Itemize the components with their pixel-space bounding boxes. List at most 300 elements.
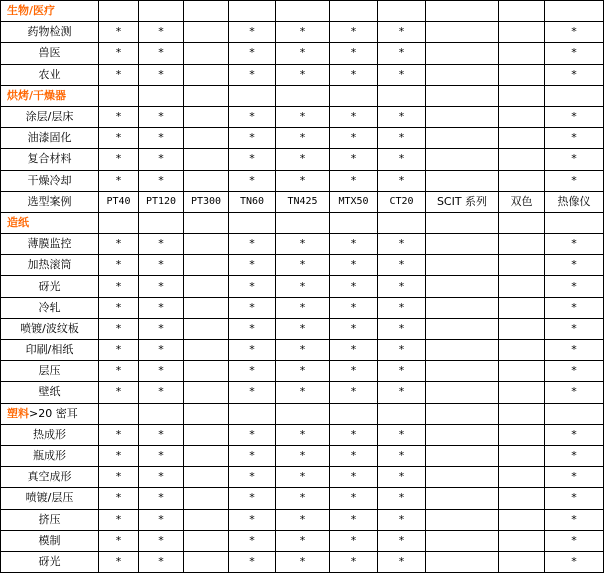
section-title: 塑料 — [7, 406, 29, 420]
support-mark: * — [545, 445, 604, 466]
support-mark: * — [330, 64, 378, 85]
table-row — [1, 234, 604, 255]
empty-cell — [276, 85, 330, 106]
empty-cell — [378, 212, 426, 233]
empty-cell — [139, 85, 184, 106]
empty-cell — [184, 361, 229, 382]
column-header: 双色 — [499, 191, 545, 212]
support-mark: * — [545, 361, 604, 382]
column-header: MTX50 — [330, 191, 378, 212]
table-row — [1, 530, 604, 551]
table-row — [1, 382, 604, 403]
empty-cell — [139, 212, 184, 233]
support-mark: * — [139, 255, 184, 276]
support-mark: * — [99, 488, 139, 509]
empty-cell — [184, 106, 229, 127]
support-mark: * — [99, 170, 139, 191]
empty-cell — [229, 1, 276, 22]
support-mark: * — [229, 445, 276, 466]
empty-cell — [499, 22, 545, 43]
table-row — [1, 276, 604, 297]
empty-cell — [499, 509, 545, 530]
empty-cell — [184, 467, 229, 488]
empty-cell — [330, 403, 378, 424]
support-mark: * — [330, 255, 378, 276]
section-title-cell — [1, 1, 99, 22]
support-mark: * — [229, 128, 276, 149]
support-mark: * — [330, 43, 378, 64]
support-mark: * — [378, 488, 426, 509]
support-mark: * — [276, 170, 330, 191]
support-mark: * — [330, 509, 378, 530]
support-mark: * — [378, 424, 426, 445]
empty-cell — [229, 403, 276, 424]
empty-cell — [499, 212, 545, 233]
support-mark: * — [276, 43, 330, 64]
column-header: TN425 — [276, 191, 330, 212]
row-label: 喷镀/层压 — [1, 488, 99, 509]
support-mark: * — [545, 318, 604, 339]
support-mark: * — [330, 488, 378, 509]
empty-cell — [499, 128, 545, 149]
support-mark: * — [330, 467, 378, 488]
support-mark: * — [378, 361, 426, 382]
empty-cell — [426, 551, 499, 572]
row-label: 挤压 — [1, 509, 99, 530]
support-mark: * — [139, 106, 184, 127]
support-mark: * — [276, 445, 330, 466]
support-mark: * — [139, 43, 184, 64]
table-row — [1, 424, 604, 445]
table-row — [1, 106, 604, 127]
row-label: 加热滚筒 — [1, 255, 99, 276]
support-mark: * — [276, 318, 330, 339]
table-row — [1, 509, 604, 530]
row-label: 冷轧 — [1, 297, 99, 318]
column-header: CT20 — [378, 191, 426, 212]
section-header-row — [1, 1, 604, 22]
table-row — [1, 43, 604, 64]
column-header: SCIT 系列 — [426, 191, 499, 212]
support-mark: * — [545, 255, 604, 276]
support-mark: * — [99, 509, 139, 530]
support-mark: * — [99, 467, 139, 488]
support-mark: * — [545, 22, 604, 43]
empty-cell — [426, 43, 499, 64]
row-label: 热成形 — [1, 424, 99, 445]
empty-cell — [184, 530, 229, 551]
empty-cell — [426, 382, 499, 403]
empty-cell — [330, 1, 378, 22]
header-row-label: 选型案例 — [1, 191, 99, 212]
support-mark: * — [378, 509, 426, 530]
row-label: 壁纸 — [1, 382, 99, 403]
support-mark: * — [139, 530, 184, 551]
support-mark: * — [139, 276, 184, 297]
support-mark: * — [276, 128, 330, 149]
empty-cell — [499, 106, 545, 127]
empty-cell — [184, 445, 229, 466]
support-mark: * — [276, 551, 330, 572]
support-mark: * — [229, 170, 276, 191]
support-mark: * — [276, 340, 330, 361]
support-mark: * — [276, 467, 330, 488]
support-mark: * — [229, 318, 276, 339]
support-mark: * — [330, 382, 378, 403]
support-mark: * — [99, 234, 139, 255]
support-mark: * — [378, 22, 426, 43]
support-mark: * — [139, 509, 184, 530]
support-mark: * — [229, 255, 276, 276]
row-label: 干燥冷却 — [1, 170, 99, 191]
support-mark: * — [276, 424, 330, 445]
empty-cell — [499, 382, 545, 403]
row-label: 药物检测 — [1, 22, 99, 43]
support-mark: * — [330, 297, 378, 318]
support-mark: * — [378, 43, 426, 64]
support-mark: * — [229, 382, 276, 403]
support-mark: * — [99, 361, 139, 382]
empty-cell — [426, 297, 499, 318]
support-mark: * — [276, 234, 330, 255]
support-mark: * — [139, 64, 184, 85]
row-label: 农业 — [1, 64, 99, 85]
support-mark: * — [378, 340, 426, 361]
empty-cell — [426, 403, 499, 424]
support-mark: * — [276, 149, 330, 170]
empty-cell — [426, 212, 499, 233]
empty-cell — [426, 234, 499, 255]
support-mark: * — [229, 234, 276, 255]
support-mark: * — [276, 276, 330, 297]
support-mark: * — [378, 170, 426, 191]
support-mark: * — [545, 64, 604, 85]
model-header-row — [1, 191, 604, 212]
support-mark: * — [545, 424, 604, 445]
support-mark: * — [276, 530, 330, 551]
support-mark: * — [139, 234, 184, 255]
support-mark: * — [545, 509, 604, 530]
support-mark: * — [330, 445, 378, 466]
empty-cell — [545, 85, 604, 106]
empty-cell — [229, 85, 276, 106]
empty-cell — [545, 1, 604, 22]
empty-cell — [184, 551, 229, 572]
row-label: 喷镀/波纹板 — [1, 318, 99, 339]
empty-cell — [426, 340, 499, 361]
support-mark: * — [378, 551, 426, 572]
support-mark: * — [99, 530, 139, 551]
empty-cell — [499, 255, 545, 276]
empty-cell — [499, 43, 545, 64]
support-mark: * — [378, 149, 426, 170]
table-row — [1, 361, 604, 382]
support-mark: * — [378, 318, 426, 339]
empty-cell — [499, 170, 545, 191]
support-mark: * — [330, 22, 378, 43]
support-mark: * — [99, 340, 139, 361]
support-mark: * — [378, 128, 426, 149]
support-mark: * — [545, 276, 604, 297]
empty-cell — [184, 22, 229, 43]
section-title-cell — [1, 212, 99, 233]
support-mark: * — [99, 551, 139, 572]
table-row — [1, 297, 604, 318]
support-mark: * — [545, 340, 604, 361]
section-header-row — [1, 212, 604, 233]
support-mark: * — [229, 467, 276, 488]
empty-cell — [499, 530, 545, 551]
empty-cell — [499, 488, 545, 509]
empty-cell — [184, 85, 229, 106]
empty-cell — [330, 85, 378, 106]
empty-cell — [184, 170, 229, 191]
column-header: PT120 — [139, 191, 184, 212]
support-mark: * — [229, 106, 276, 127]
row-label: 油漆固化 — [1, 128, 99, 149]
column-header: PT300 — [184, 191, 229, 212]
table-row — [1, 255, 604, 276]
table-row — [1, 170, 604, 191]
column-header: TN60 — [229, 191, 276, 212]
empty-cell — [99, 403, 139, 424]
support-mark: * — [378, 276, 426, 297]
support-mark: * — [330, 361, 378, 382]
empty-cell — [426, 170, 499, 191]
empty-cell — [426, 467, 499, 488]
empty-cell — [330, 212, 378, 233]
empty-cell — [184, 318, 229, 339]
support-mark: * — [229, 530, 276, 551]
row-label: 模制 — [1, 530, 99, 551]
row-label: 兽医 — [1, 43, 99, 64]
empty-cell — [276, 1, 330, 22]
row-label: 真空成形 — [1, 467, 99, 488]
support-mark: * — [99, 64, 139, 85]
row-label: 砑光 — [1, 276, 99, 297]
support-mark: * — [545, 382, 604, 403]
empty-cell — [184, 255, 229, 276]
section-header-row — [1, 403, 604, 424]
table-row — [1, 467, 604, 488]
support-mark: * — [545, 467, 604, 488]
empty-cell — [378, 85, 426, 106]
section-title-suffix: >20 密耳 — [29, 406, 78, 420]
support-mark: * — [330, 551, 378, 572]
support-mark: * — [378, 106, 426, 127]
support-mark: * — [545, 551, 604, 572]
empty-cell — [499, 234, 545, 255]
support-mark: * — [229, 340, 276, 361]
table-body — [1, 1, 604, 573]
support-mark: * — [229, 43, 276, 64]
support-mark: * — [99, 106, 139, 127]
section-title: 生物/医疗 — [7, 4, 56, 18]
support-mark: * — [545, 488, 604, 509]
table-row — [1, 128, 604, 149]
empty-cell — [99, 1, 139, 22]
support-mark: * — [99, 445, 139, 466]
empty-cell — [499, 149, 545, 170]
empty-cell — [426, 255, 499, 276]
table-row — [1, 22, 604, 43]
support-mark: * — [330, 128, 378, 149]
support-mark: * — [276, 255, 330, 276]
row-label: 瓶成形 — [1, 445, 99, 466]
support-mark: * — [139, 22, 184, 43]
support-mark: * — [99, 276, 139, 297]
empty-cell — [499, 85, 545, 106]
support-mark: * — [330, 149, 378, 170]
empty-cell — [184, 488, 229, 509]
empty-cell — [499, 318, 545, 339]
empty-cell — [426, 64, 499, 85]
support-mark: * — [545, 149, 604, 170]
support-mark: * — [276, 488, 330, 509]
empty-cell — [499, 1, 545, 22]
support-mark: * — [378, 530, 426, 551]
empty-cell — [426, 106, 499, 127]
support-mark: * — [99, 297, 139, 318]
support-mark: * — [99, 382, 139, 403]
empty-cell — [426, 149, 499, 170]
section-header-row — [1, 85, 604, 106]
support-mark: * — [139, 318, 184, 339]
support-mark: * — [330, 340, 378, 361]
empty-cell — [426, 509, 499, 530]
empty-cell — [184, 1, 229, 22]
support-mark: * — [229, 297, 276, 318]
empty-cell — [499, 64, 545, 85]
empty-cell — [426, 318, 499, 339]
empty-cell — [184, 212, 229, 233]
table-row — [1, 445, 604, 466]
support-mark: * — [378, 297, 426, 318]
empty-cell — [426, 276, 499, 297]
empty-cell — [184, 403, 229, 424]
support-mark: * — [229, 509, 276, 530]
empty-cell — [184, 424, 229, 445]
support-mark: * — [276, 361, 330, 382]
empty-cell — [276, 403, 330, 424]
empty-cell — [426, 128, 499, 149]
table-row — [1, 149, 604, 170]
support-mark: * — [330, 276, 378, 297]
row-label: 复合材料 — [1, 149, 99, 170]
support-mark: * — [139, 551, 184, 572]
support-mark: * — [139, 424, 184, 445]
empty-cell — [184, 297, 229, 318]
support-mark: * — [330, 106, 378, 127]
empty-cell — [426, 1, 499, 22]
empty-cell — [184, 149, 229, 170]
support-mark: * — [378, 445, 426, 466]
row-label: 砑光 — [1, 551, 99, 572]
empty-cell — [426, 424, 499, 445]
empty-cell — [426, 361, 499, 382]
support-mark: * — [99, 424, 139, 445]
empty-cell — [499, 403, 545, 424]
empty-cell — [229, 212, 276, 233]
support-mark: * — [378, 467, 426, 488]
table-row — [1, 488, 604, 509]
row-label: 印刷/相纸 — [1, 340, 99, 361]
column-header: 热像仪 — [545, 191, 604, 212]
support-mark: * — [139, 467, 184, 488]
support-mark: * — [99, 149, 139, 170]
empty-cell — [184, 43, 229, 64]
support-mark: * — [139, 128, 184, 149]
support-mark: * — [276, 509, 330, 530]
table-row — [1, 318, 604, 339]
empty-cell — [545, 403, 604, 424]
support-mark: * — [378, 234, 426, 255]
support-mark: * — [378, 255, 426, 276]
support-mark: * — [545, 43, 604, 64]
empty-cell — [545, 212, 604, 233]
empty-cell — [184, 276, 229, 297]
support-mark: * — [276, 382, 330, 403]
support-mark: * — [330, 170, 378, 191]
empty-cell — [378, 403, 426, 424]
support-mark: * — [99, 255, 139, 276]
empty-cell — [426, 445, 499, 466]
empty-cell — [499, 361, 545, 382]
row-label: 薄膜监控 — [1, 234, 99, 255]
support-mark: * — [229, 22, 276, 43]
empty-cell — [184, 128, 229, 149]
empty-cell — [499, 445, 545, 466]
empty-cell — [184, 382, 229, 403]
empty-cell — [99, 212, 139, 233]
empty-cell — [499, 297, 545, 318]
support-mark: * — [229, 64, 276, 85]
empty-cell — [499, 551, 545, 572]
support-mark: * — [378, 382, 426, 403]
support-mark: * — [99, 128, 139, 149]
support-mark: * — [139, 382, 184, 403]
support-mark: * — [276, 297, 330, 318]
empty-cell — [184, 234, 229, 255]
support-mark: * — [378, 64, 426, 85]
support-mark: * — [229, 488, 276, 509]
empty-cell — [139, 403, 184, 424]
support-mark: * — [229, 149, 276, 170]
support-mark: * — [229, 361, 276, 382]
support-mark: * — [99, 318, 139, 339]
support-mark: * — [330, 530, 378, 551]
support-mark: * — [229, 276, 276, 297]
support-mark: * — [330, 424, 378, 445]
table-row — [1, 64, 604, 85]
support-mark: * — [545, 297, 604, 318]
section-title: 烘烤/干燥器 — [7, 88, 67, 102]
support-mark: * — [545, 234, 604, 255]
row-label: 层压 — [1, 361, 99, 382]
column-header: PT40 — [99, 191, 139, 212]
support-mark: * — [139, 488, 184, 509]
empty-cell — [426, 22, 499, 43]
support-mark: * — [545, 106, 604, 127]
support-mark: * — [139, 170, 184, 191]
section-title: 造纸 — [7, 215, 29, 229]
empty-cell — [139, 1, 184, 22]
support-mark: * — [276, 64, 330, 85]
empty-cell — [276, 212, 330, 233]
support-mark: * — [229, 424, 276, 445]
support-mark: * — [139, 361, 184, 382]
table-row — [1, 551, 604, 572]
